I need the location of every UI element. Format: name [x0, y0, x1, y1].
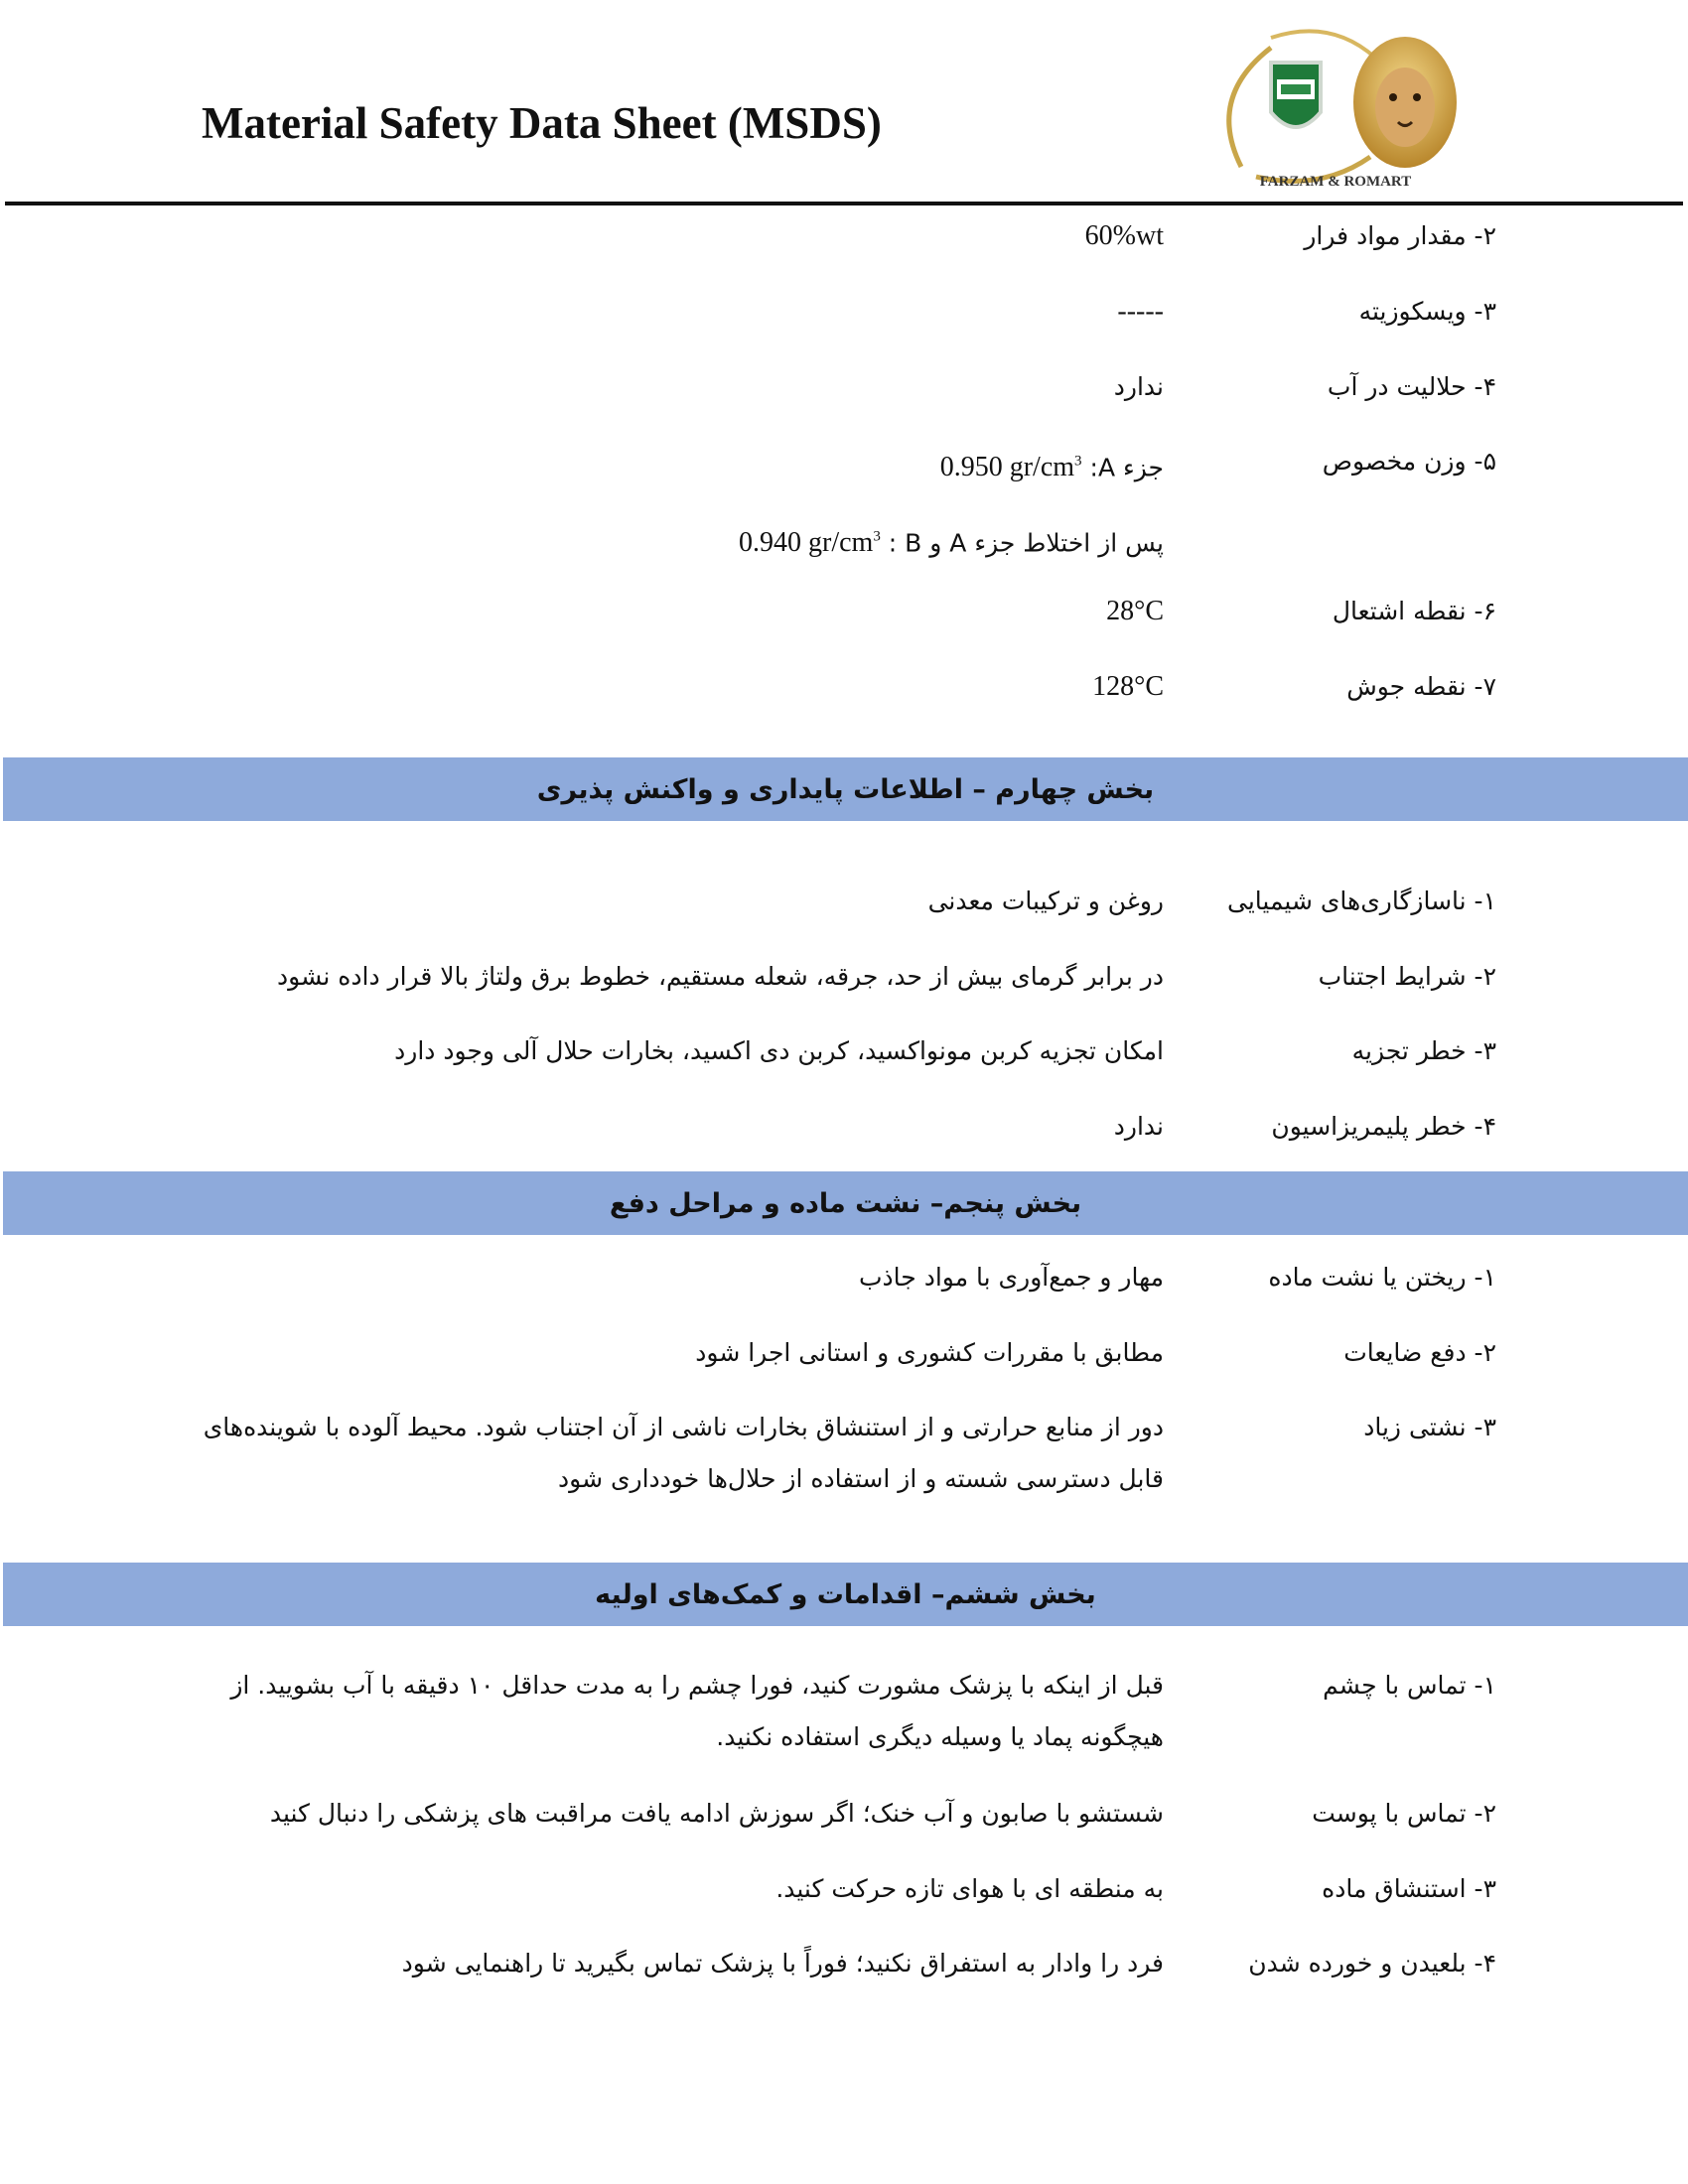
- property-value: به منطقه ای با هوای تازه حرکت کنید.: [775, 1874, 1164, 1903]
- property-value: ندارد: [1113, 1112, 1164, 1141]
- property-value: فرد را وادار به استفراق نکنید؛ فوراً با پزشک تماس بگیرید تا راهنمایی شود: [401, 1949, 1164, 1978]
- header-divider: [5, 202, 1683, 205]
- section-header-stability: [3, 757, 1688, 821]
- property-value: مطابق با مقررات کشوری و استانی اجرا شود: [695, 1338, 1164, 1367]
- property-value: امکان تجزیه کربن مونواکسید، کربن دی اکسید، بخارات حلال آلی وجود دارد: [394, 1036, 1164, 1065]
- property-value: [940, 444, 1164, 485]
- value-number: 0.950 $gr/cm^3$: [939, 452, 1082, 483]
- value-prefix: جزء A:: [1089, 453, 1164, 482]
- property-value: 60%wt: [1084, 220, 1164, 251]
- property-value: -----: [1117, 296, 1164, 327]
- property-value: ندارد: [1113, 372, 1164, 401]
- property-label: ۳- خطر تجزیه: [1351, 1036, 1496, 1065]
- property-label: ۷- نقطه جوش: [1346, 672, 1496, 701]
- property-label: ۴- بلعیدن و خورده شدن: [1248, 1949, 1496, 1978]
- property-label: ۶- نقطه اشتعال: [1332, 597, 1496, 625]
- section-title: بخش پنجم– نشت ماده و مراحل دفع: [609, 1187, 1082, 1219]
- company-logo: [1201, 18, 1470, 197]
- property-label: ۴- حلالیت در آب: [1327, 372, 1496, 401]
- logo-caption: FARZAM & ROMART: [1259, 174, 1412, 190]
- property-value: 28°C: [1106, 596, 1164, 626]
- property-label: ۲- شرایط اجتناب: [1318, 962, 1496, 991]
- property-value: روغن و ترکیبات معدنی: [927, 887, 1164, 915]
- page-header: [0, 0, 1688, 208]
- section-title: بخش چهارم – اطلاعات پایداری و واکنش پذیری: [536, 773, 1155, 805]
- property-label: ۳- استنشاق ماده: [1322, 1874, 1496, 1903]
- property-label: ۵- وزن مخصوص: [1322, 447, 1496, 476]
- property-value: دور از منابع حرارتی و از استنشاق بخارات ناشی از آن اجتناب شود. محیط آلوده با شوینده‌های قابل دسترسی شسته و از استفاده از حلال‌ها خودداری شود: [203, 1413, 1164, 1493]
- property-label: ۱- ریختن یا نشت ماده: [1268, 1263, 1496, 1292]
- document-title: Material Safety Data Sheet (MSDS): [202, 98, 882, 148]
- property-label: ۱- ناسازگاری‌های شیمیایی: [1227, 887, 1496, 915]
- property-label: ۴- خطر پلیمریزاسیون: [1271, 1112, 1496, 1141]
- property-label: ۲- دفع ضایعات: [1343, 1338, 1496, 1367]
- value-number: 0.940 $gr/cm^3$: [739, 527, 881, 559]
- property-value: 128°C: [1092, 671, 1164, 702]
- section-header-spill: [3, 1171, 1688, 1235]
- property-value: قبل از اینکه با پزشک مشورت کنید، فورا چشم را به مدت حداقل ۱۰ دقیقه با آب بشویید. از هیچگونه پماد یا وسیله دیگری استفاده نکنید.: [230, 1671, 1164, 1751]
- property-label: ۳- نشتی زیاد: [1363, 1413, 1496, 1441]
- property-value: شستشو با صابون و آب خنک؛ اگر سوزش ادامه یافت مراقبت های پزشکی را دنبال کنید: [269, 1799, 1164, 1828]
- property-label: ۲- مقدار مواد فرار: [1304, 221, 1496, 250]
- value-prefix: پس از اختلاط جزء A و B :: [888, 528, 1164, 558]
- property-value: [739, 519, 1164, 561]
- property-value: در برابر گرمای بیش از حد، جرقه، شعله مستقیم، خطوط برق ولتاژ بالا قرار داده نشود: [277, 962, 1164, 991]
- property-label: ۱- تماس با چشم: [1323, 1671, 1496, 1700]
- section-title: بخش ششم– اقدامات و کمک‌های اولیه: [595, 1578, 1096, 1610]
- property-label: ۲- تماس با پوست: [1312, 1799, 1496, 1828]
- property-label: ۳- ویسکوزیته: [1358, 297, 1496, 326]
- section-header-first-aid: [3, 1563, 1688, 1626]
- property-value: مهار و جمع‌آوری با مواد جاذب: [859, 1263, 1164, 1292]
